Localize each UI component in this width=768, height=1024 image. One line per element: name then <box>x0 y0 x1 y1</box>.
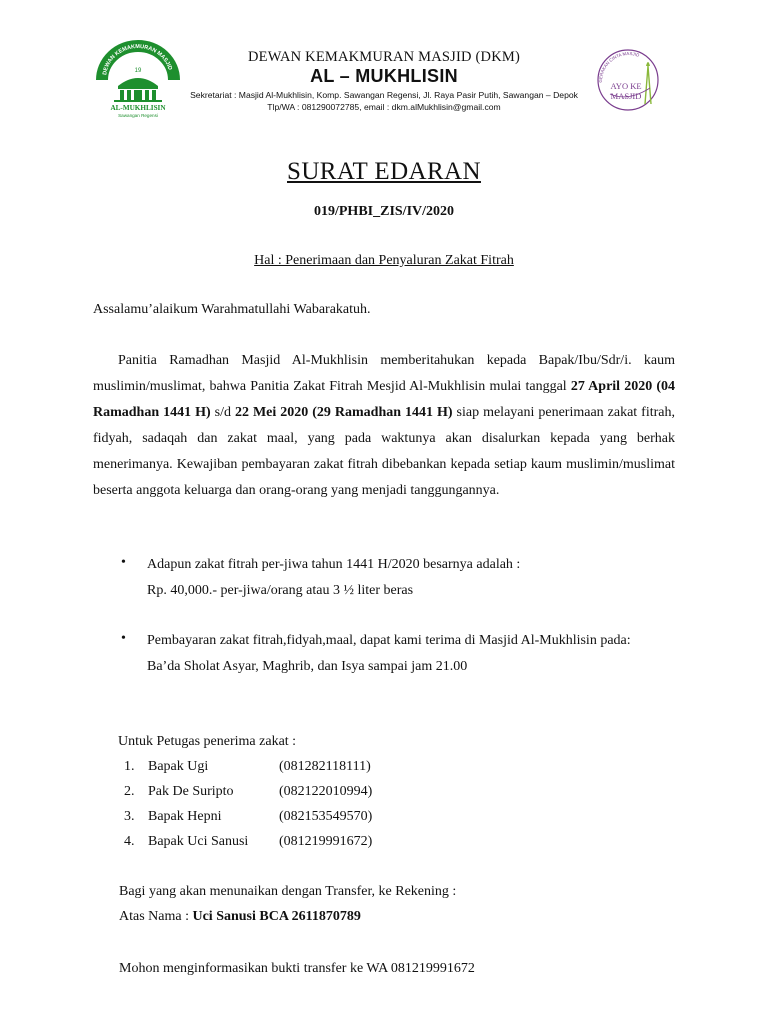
logo-arc-text: DEWAN KEMAKMURAN MASJID <box>102 43 173 76</box>
transfer-intro: Bagi yang akan menunaikan dengan Transfer, ke Rekening : <box>119 884 457 899</box>
address-line: Sekretariat : Masjid Al-Mukhlisin, Komp. Sawangan Regensi, Jl. Raya Pasir Putih, Sawangan – Depok <box>190 90 578 100</box>
officer-phone: (081282118111) <box>279 759 371 774</box>
letter-subject: Hal : Penerimaan dan Penyaluran Zakat Fitrah <box>254 253 514 268</box>
body-text-1: Panitia Ramadhan Masjid Al-Mukhlisin memberitahukan kepada Bapak/Ibu/Sdr/i. kaum muslimin/muslimat, bahwa Panitia Zakat Fitrah Mesjid Al-Mukhlisin mulai tanggal <box>93 353 675 394</box>
officers-label: Untuk Petugas penerima zakat : <box>118 734 297 749</box>
bullet-item-amount <box>147 552 675 604</box>
confirm-note: Mohon menginformasikan bukti transfer ke WA 081219991672 <box>119 961 475 976</box>
bullet-line: Adapun zakat fitrah per-jiwa tahun 1441 H/2020 besarnya adalah : <box>147 557 521 572</box>
officer-phone: (082122010994) <box>279 784 373 799</box>
bullet-line: Rp. 40,000.- per-jiwa/orang atau 3 ½ liter beras <box>147 583 414 598</box>
letter-title: SURAT EDARAN <box>287 158 481 185</box>
officer-name: Bapak Uci Sanusi <box>148 834 249 849</box>
account-value: Uci Sanusi BCA 2611870789 <box>192 909 361 924</box>
contact-line: Tlp/WA : 081290072785, email : dkm.alMukhlisin@gmail.com <box>267 102 501 112</box>
account-label: Atas Nama : <box>119 909 193 924</box>
account-line <box>119 909 361 925</box>
org-name: DEWAN KEMAKMURAN MASJID (DKM) <box>247 49 521 65</box>
greeting: Assalamu’alaikum Warahmatullahi Wabarakatuh. <box>93 302 371 317</box>
officer-row <box>124 784 372 800</box>
body-paragraph <box>93 348 675 504</box>
officer-number: 1. <box>124 759 135 774</box>
officer-number: 2. <box>124 784 135 799</box>
officer-name: Bapak Ugi <box>148 759 209 774</box>
officer-row <box>124 759 371 775</box>
logo-right-arc-text: GERAKAN CINTA MASJID <box>597 50 640 83</box>
body-text-2: s/d <box>210 405 235 420</box>
body-text-3: siap melayani penerimaan zakat fitrah, fidyah, sadaqah dan zakat maal, yang pada waktunya akan disalurkan kepada yang berhak menerimanya. Kewajiban pembayaran zakat fitrah dibebankan kepada setiap kaum muslimin/muslimat beserta anggota keluarga dan orang-orang yang menjadi tanggungannya. <box>93 405 675 498</box>
logo-name: AL-MUKHLISIN <box>110 104 166 112</box>
bullet-line: Pembayaran zakat fitrah,fidyah,maal, dapat kami terima di Masjid Al-Mukhlisin pada: <box>147 633 631 648</box>
logo-place: Sawangan Regensi <box>118 113 158 118</box>
start-date: 27 April 2020 (04 Ramadhan 1441 H) <box>93 379 676 420</box>
logo-right-line1: AYO KE <box>610 81 642 91</box>
bullet-line: Ba’da Sholat Asyar, Maghrib, dan Isya sampai jam 21.00 <box>147 659 468 674</box>
logo-number: 19 <box>134 68 142 74</box>
bullet-icon: • <box>121 555 126 570</box>
letter-number: 019/PHBI_ZIS/IV/2020 <box>313 204 455 219</box>
officer-row <box>124 809 372 825</box>
officer-name: Pak De Suripto <box>148 784 234 799</box>
officer-phone: (082153549570) <box>279 809 373 824</box>
bullet-icon: • <box>121 631 126 646</box>
logo-right-line2: MASJID <box>610 91 642 101</box>
bullet-item-payment <box>147 628 675 680</box>
officer-name: Bapak Hepni <box>148 809 222 824</box>
end-date: 22 Mei 2020 (29 Ramadhan 1441 H) <box>234 405 453 420</box>
officer-phone: (081219991672) <box>279 834 373 849</box>
officer-number: 4. <box>124 834 135 849</box>
org-subtitle: AL – MUKHLISIN <box>310 66 458 86</box>
officer-number: 3. <box>124 809 135 824</box>
officer-row <box>124 834 372 850</box>
